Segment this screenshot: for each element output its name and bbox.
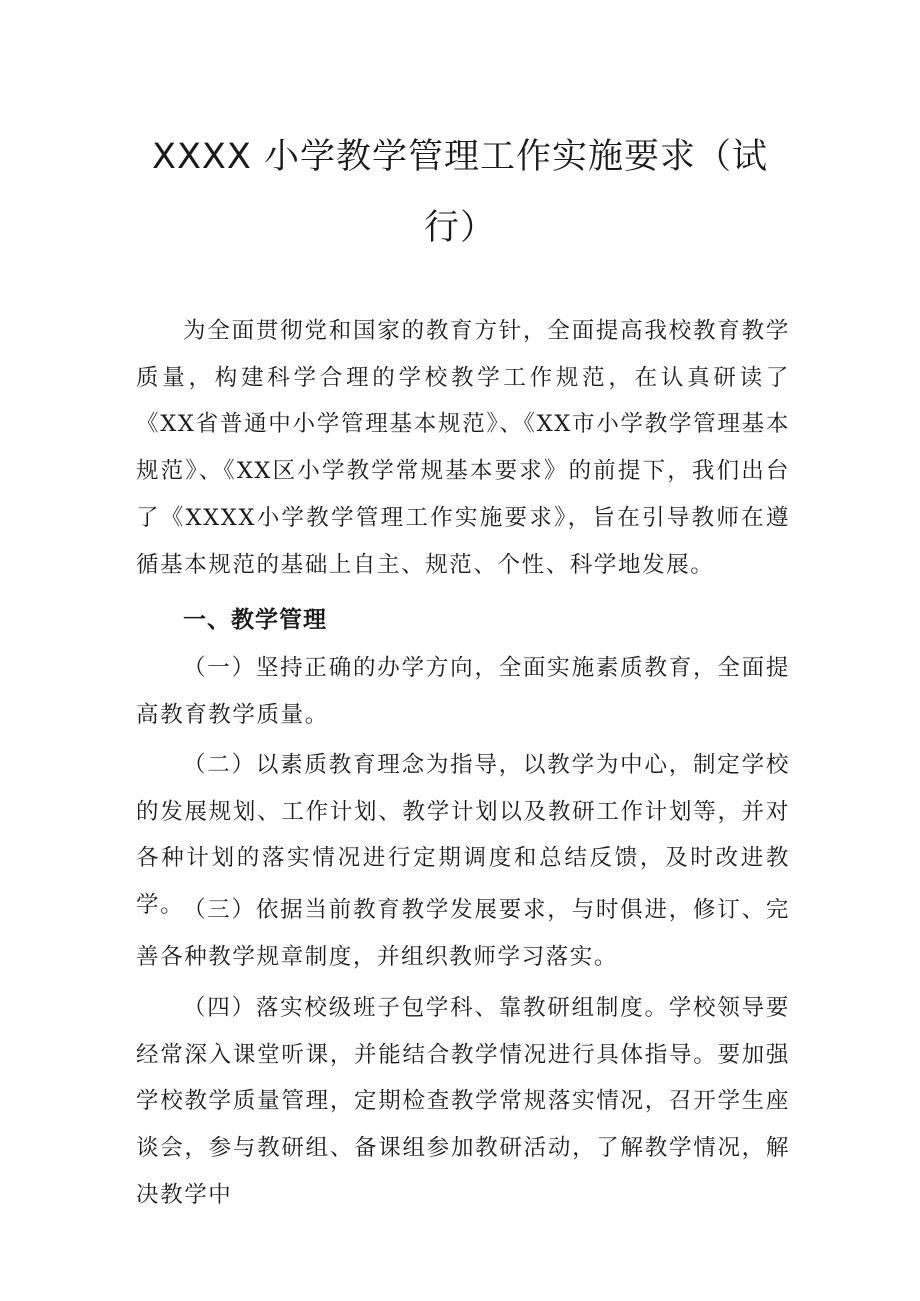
intro-paragraph: 为全面贯彻党和国家的教育方针，全面提高我校教育教学质量，构建科学合理的学校教学工作规范，在认真研读了《XX省普通中小学管理基本规范》、《XX市小学教学管理基本规范》、《XX区小学教学常规基本要求》的前提下，我们出台了《XXXX小学教学管理工作实施要求》，旨在引导教师在遵循基本规范的基础上自主、规范、个性、科学地发展。 <box>136 318 790 578</box>
document-title-line-1: XXXX 小学教学管理工作实施要求（试 <box>151 137 769 177</box>
section-heading-teaching-management: 一、教学管理 <box>183 607 327 633</box>
paragraph-item-3: （三）依据当前教育教学发展要求，与时俱进，修订、完善各种教学规章制度，并组织教师学习落实。 <box>136 897 790 970</box>
paragraph-item-1: （一）坚持正确的办学方向，全面实施素质教育，全面提高教育教学质量。 <box>136 655 790 728</box>
paragraph-item-4: （四）落实校级班子包学科、靠教研组制度。学校领导要经常深入课堂听课，并能结合教学情况进行具体指导。要加强学校教学质量管理，定期检查教学常规落实情况，召开学生座谈会，参与教研组、备课组参加教研活动，了解教学情况，解决教学中 <box>136 995 790 1208</box>
paragraph-item-2: （二）以素质教育理念为指导，以教学为中心，制定学校的发展规划、工作计划、教学计划以及教研工作计划等，并对各种计划的落实情况进行定期调度和总结反馈，及时改进教学。 <box>136 752 790 919</box>
document-title-line-2: 行） <box>423 208 496 248</box>
